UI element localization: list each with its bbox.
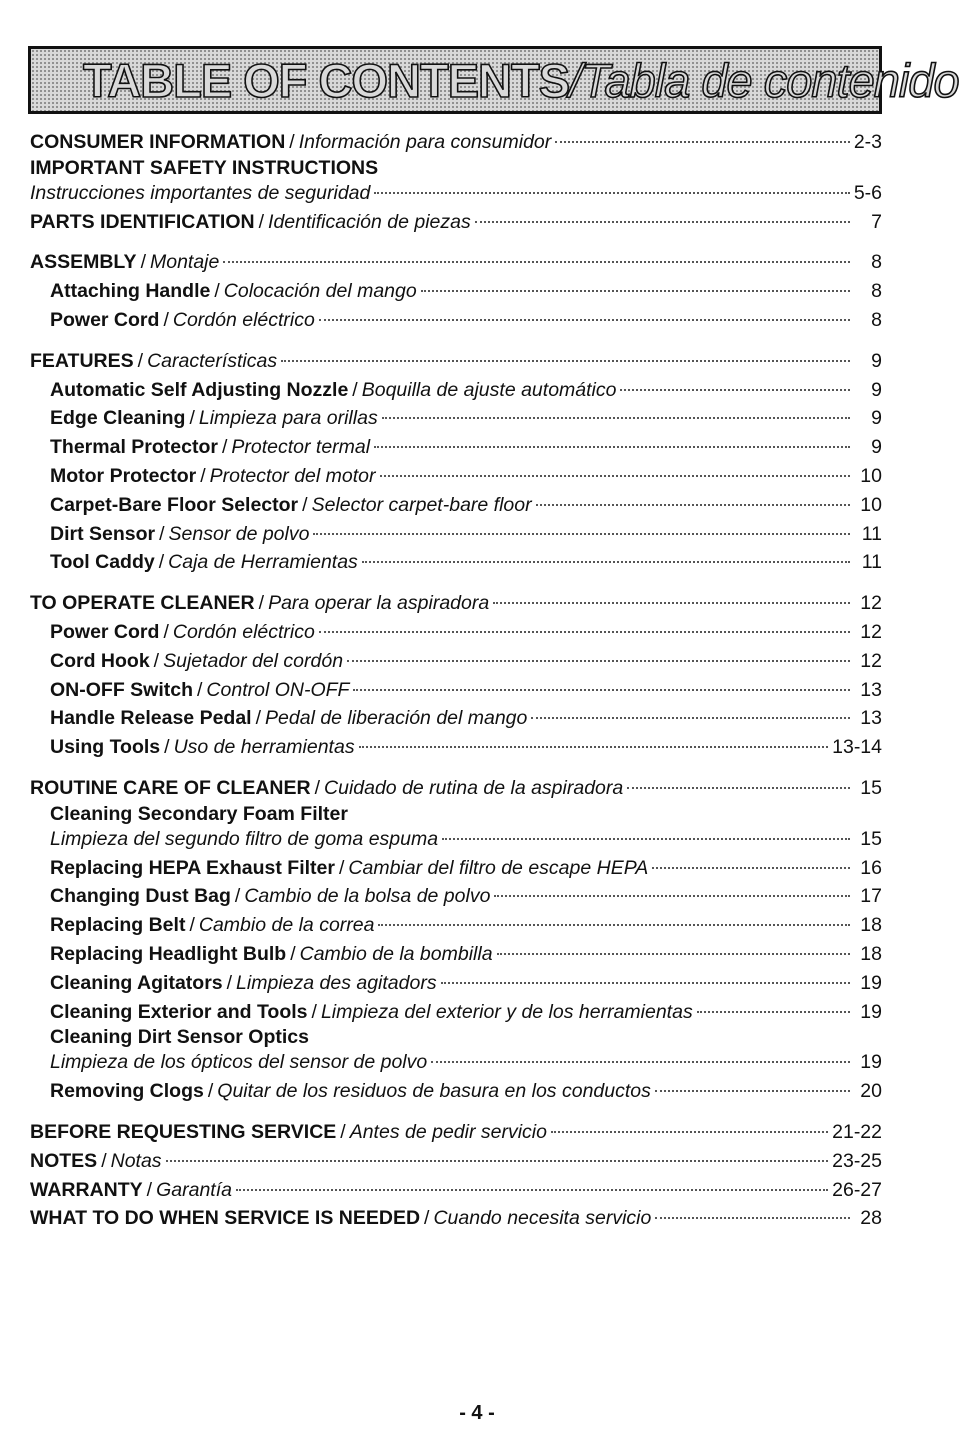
entry-separator: /: [258, 210, 265, 233]
entry-spanish: Cambio de la bolsa de polvo: [244, 885, 491, 908]
entry-spanish: Cordón eléctrico: [172, 308, 315, 331]
entry-page: 8: [871, 280, 882, 303]
entry-separator: /: [311, 1000, 317, 1023]
entry-page: 8: [871, 251, 882, 274]
entry-spanish: Colocación del mango: [223, 280, 417, 303]
entry-english: ROUTINE CARE OF CLEANER: [30, 776, 311, 799]
entry-separator: /: [207, 1080, 214, 1103]
entry-page: 12: [860, 620, 882, 643]
dot-leader: [347, 660, 850, 662]
entry-english: ASSEMBLY: [30, 251, 137, 274]
entry-separator: /: [302, 493, 308, 516]
entry-separator: /: [101, 1149, 107, 1172]
entry-separator: /: [314, 776, 321, 799]
entry-page: 16: [860, 856, 882, 879]
dot-leader: [555, 141, 850, 143]
dot-leader: [697, 1011, 850, 1013]
toc-entry: [30, 376, 882, 405]
dot-leader: [551, 1131, 828, 1133]
dot-leader: [627, 787, 850, 789]
dot-leader: [223, 261, 850, 263]
entry-page: 20: [860, 1080, 882, 1103]
entry-page: 10: [860, 493, 882, 516]
toc-entry: [30, 1147, 882, 1176]
entry-separator: /: [255, 707, 262, 730]
entry-page: 11: [861, 551, 882, 574]
toc-entry: [30, 854, 882, 883]
dot-leader: [494, 895, 850, 897]
dot-leader: [319, 319, 850, 321]
dot-leader: [313, 533, 850, 535]
entry-page: 18: [860, 942, 882, 965]
toc-entry: [30, 676, 882, 705]
dot-leader: [421, 290, 850, 292]
entry-separator: /: [164, 736, 170, 759]
entry-page: 9: [871, 407, 882, 430]
entry-page: 15: [860, 776, 882, 799]
entry-spanish: Cordón eléctrico: [172, 620, 315, 643]
section-gap: [30, 236, 882, 248]
entry-spanish: Características: [147, 349, 278, 372]
entry-spanish: Limpieza del segundo filtro de goma espuma: [50, 827, 439, 850]
entry-spanish: Quitar de los residuos de basura en los conductos: [217, 1080, 651, 1103]
entry-english: Cleaning Exterior and Tools: [50, 1000, 308, 1023]
toc-entry: [30, 347, 882, 376]
toc-entry: [30, 208, 882, 237]
entry-spanish: Control ON-OFF: [206, 678, 350, 701]
toc-entry: [30, 1176, 882, 1205]
toc-entry-heading: Cleaning Dirt Sensor Optics: [50, 1026, 309, 1049]
toc-entry: [30, 1077, 882, 1106]
entry-spanish: Montaje: [149, 251, 220, 274]
entry-page: 9: [871, 349, 882, 372]
entry-spanish: Uso de herramientas: [173, 736, 355, 759]
dot-leader: [359, 746, 829, 748]
entry-page: 13: [860, 678, 882, 701]
entry-spanish: Cambiar del filtro de escape HEPA: [348, 856, 649, 879]
entry-page: 10: [860, 464, 882, 487]
entry-spanish: Notas: [110, 1149, 162, 1172]
dot-leader: [380, 475, 851, 477]
entry-spanish: Garantía: [156, 1178, 232, 1201]
toc-entry: [30, 774, 882, 803]
entry-separator: /: [163, 620, 169, 643]
entry-page: 17: [860, 885, 882, 908]
entry-spanish: Limpieza de los ópticos del sensor de polvo: [50, 1051, 428, 1074]
dot-leader: [362, 561, 850, 563]
entry-spanish: Cambio de la bombilla: [299, 942, 493, 965]
entry-separator: /: [140, 251, 146, 274]
entry-spanish: Cuando necesita servicio: [433, 1207, 652, 1230]
entry-separator: /: [424, 1207, 430, 1230]
entry-spanish: Limpieza des agitadors: [236, 971, 437, 994]
toc-entry: [30, 1118, 882, 1147]
entry-page: 11: [861, 522, 882, 545]
toc-entry-heading: Cleaning Secondary Foam Filter: [50, 802, 348, 825]
entry-page: 19: [860, 1051, 882, 1074]
dot-leader: [531, 717, 850, 719]
entry-separator: /: [352, 378, 358, 401]
dot-leader: [441, 982, 850, 984]
entry-separator: /: [338, 856, 345, 879]
entry-page: 13-14: [832, 736, 882, 759]
entry-english: CONSUMER INFORMATION: [30, 131, 286, 153]
entry-separator: /: [221, 436, 228, 459]
toc-entry: [30, 548, 882, 577]
toc-entry: [30, 998, 882, 1027]
section-gap: [30, 577, 882, 589]
entry-page: 7: [871, 210, 882, 233]
dot-leader: [281, 360, 850, 362]
entry-english: TO OPERATE CLEANER: [30, 592, 255, 615]
entry-page: 9: [871, 378, 882, 401]
toc-entry: [30, 969, 882, 998]
toc-entry: [30, 589, 882, 618]
entry-english: Replacing Headlight Bulb: [50, 942, 287, 965]
toc-entry: [30, 462, 882, 491]
dot-leader: [382, 417, 850, 419]
dot-leader: [353, 689, 850, 691]
toc-entry: [30, 306, 882, 335]
entry-english: ON-OFF Switch: [50, 678, 193, 701]
dot-leader: [655, 1217, 850, 1219]
toc-entry: [30, 128, 882, 157]
dot-leader: [236, 1189, 828, 1191]
entry-english: NOTES: [30, 1149, 98, 1172]
entry-separator: /: [159, 522, 165, 545]
entry-spanish: Identificación de piezas: [268, 210, 471, 233]
entry-spanish: Pedal de liberación del mango: [265, 707, 528, 730]
toc-entry: [30, 882, 882, 911]
entry-separator: /: [137, 349, 144, 372]
entry-english: FEATURES: [30, 349, 134, 372]
entry-english: Dirt Sensor: [50, 522, 156, 545]
entry-page: 5-6: [853, 181, 882, 204]
toc-entry: [30, 404, 882, 433]
toc-entry: [30, 1204, 882, 1233]
entry-english: Replacing Belt: [50, 914, 186, 937]
entry-separator: /: [226, 971, 233, 994]
dot-leader: [442, 838, 850, 840]
toc-entry: [30, 704, 882, 733]
section-gap: [30, 335, 882, 347]
entry-separator: /: [200, 464, 206, 487]
title-banner: [28, 46, 959, 114]
entry-spanish: Caja de Herramientas: [168, 551, 358, 574]
entry-page: 21-22: [832, 1120, 882, 1143]
dot-leader: [431, 1061, 850, 1063]
entry-separator: /: [340, 1120, 346, 1143]
entry-page: 18: [860, 914, 882, 937]
entry-spanish: Cuidado de rutina de la aspiradora: [324, 776, 624, 799]
entry-page: 12: [860, 649, 882, 672]
title-separator: /: [569, 53, 582, 107]
entry-page: 15: [860, 827, 882, 850]
entry-spanish: Boquilla de ajuste automático: [361, 378, 617, 401]
toc-entry: [30, 520, 882, 549]
toc-entry: [30, 1048, 882, 1077]
entry-english: Removing Clogs: [50, 1080, 204, 1103]
entry-page: 26-27: [832, 1178, 882, 1201]
entry-separator: /: [158, 551, 165, 574]
entry-english: Replacing HEPA Exhaust Filter: [50, 856, 335, 879]
dot-leader: [652, 867, 850, 869]
entry-page: 2-3: [853, 131, 882, 153]
entry-separator: /: [163, 308, 169, 331]
entry-spanish: Antes de pedir servicio: [349, 1120, 547, 1143]
entry-page: 23-25: [832, 1149, 882, 1172]
entry-page: 28: [860, 1207, 882, 1230]
toc-entry: [30, 491, 882, 520]
entry-page: 19: [860, 971, 882, 994]
entry-english: Cleaning Agitators: [50, 971, 223, 994]
toc-entry: [30, 433, 882, 462]
entry-page: 12: [860, 592, 882, 615]
entry-english: Tool Caddy: [50, 551, 155, 574]
entry-separator: /: [153, 649, 160, 672]
entry-page: 9: [871, 436, 882, 459]
entry-english: WHAT TO DO WHEN SERVICE IS NEEDED: [30, 1207, 421, 1230]
entry-spanish: Cambio de la correa: [198, 914, 375, 937]
entry-spanish: Protector termal: [231, 436, 371, 459]
entry-spanish: Información para consumidor: [298, 131, 552, 153]
entry-english: Handle Release Pedal: [50, 707, 252, 730]
entry-separator: /: [214, 280, 220, 303]
toc-entry: [30, 618, 882, 647]
entry-english: BEFORE REQUESTING SERVICE: [30, 1120, 337, 1143]
entry-separator: /: [197, 678, 203, 701]
toc-subtitle: Tabla de contenido: [581, 53, 959, 107]
entry-english: Cord Hook: [50, 649, 150, 672]
dot-leader: [166, 1160, 829, 1162]
table-of-contents: [30, 128, 882, 1233]
entry-english: Changing Dust Bag: [50, 885, 231, 908]
entry-english: Edge Cleaning: [50, 407, 186, 430]
entry-english: Automatic Self Adjusting Nozzle: [50, 378, 349, 401]
page-number: - 4 -: [459, 1402, 495, 1424]
entry-spanish: Selector carpet-bare floor: [311, 493, 532, 516]
entry-page: 13: [860, 707, 882, 730]
entry-english: Power Cord: [50, 308, 160, 331]
entry-separator: /: [290, 942, 296, 965]
toc-entry: [30, 647, 882, 676]
entry-separator: /: [189, 407, 195, 430]
entry-spanish: Sensor de polvo: [168, 522, 310, 545]
entry-spanish: Para operar la aspiradora: [268, 592, 490, 615]
dot-leader: [497, 953, 850, 955]
toc-title: TABLE OF CONTENTS/Tabla de contenido: [83, 53, 959, 107]
toc-entry-heading: IMPORTANT SAFETY INSTRUCTIONS: [30, 156, 379, 179]
section-gap: [30, 762, 882, 774]
dot-leader: [475, 221, 850, 223]
entry-spanish: Limpieza del exterior y de los herramientas: [320, 1000, 693, 1023]
toc-entry: [30, 248, 882, 277]
dot-leader: [536, 504, 850, 506]
toc-entry: [30, 179, 882, 208]
entry-separator: /: [189, 914, 195, 937]
dot-leader: [655, 1090, 850, 1092]
entry-english: Using Tools: [50, 736, 161, 759]
entry-english: Thermal Protector: [50, 436, 218, 459]
entry-page: 19: [860, 1000, 882, 1023]
entry-english: Attaching Handle: [50, 280, 211, 303]
entry-separator: /: [146, 1178, 153, 1201]
toc-entry: [30, 733, 882, 762]
dot-leader: [374, 446, 850, 448]
entry-english: Power Cord: [50, 620, 160, 643]
toc-entry: [30, 825, 882, 854]
entry-english: PARTS IDENTIFICATION: [30, 210, 255, 233]
entry-spanish: Limpieza para orillas: [198, 407, 378, 430]
dot-leader: [374, 192, 849, 194]
entry-page: 8: [871, 308, 882, 331]
entry-english: WARRANTY: [30, 1178, 143, 1201]
dot-leader: [493, 602, 850, 604]
entry-separator: /: [289, 131, 295, 153]
toc-entry: [30, 277, 882, 306]
dot-leader: [319, 631, 850, 633]
entry-spanish: Protector del motor: [209, 464, 376, 487]
entry-spanish: Instrucciones importantes de seguridad: [30, 181, 371, 204]
entry-separator: /: [234, 885, 241, 908]
entry-english: Carpet-Bare Floor Selector: [50, 493, 299, 516]
entry-english: Motor Protector: [50, 464, 197, 487]
toc-entry: [30, 911, 882, 940]
entry-spanish: Sujetador del cordón: [163, 649, 344, 672]
entry-separator: /: [258, 592, 265, 615]
section-gap: [30, 1106, 882, 1118]
dot-leader: [378, 924, 850, 926]
toc-entry: [30, 940, 882, 969]
dot-leader: [620, 389, 850, 391]
